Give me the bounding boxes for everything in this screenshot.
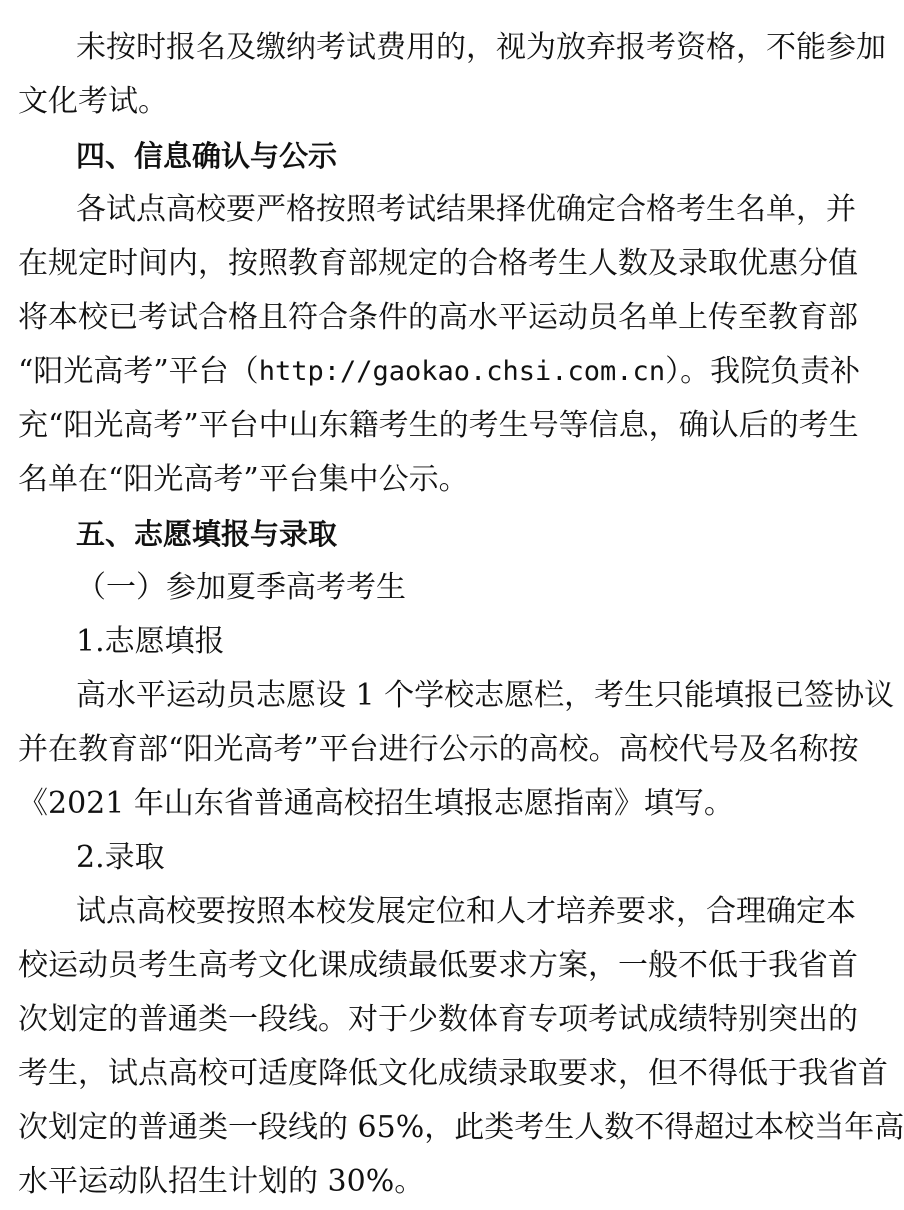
section-heading-4: 四、信息确认与公示 (76, 139, 338, 173)
paragraph-line: 并在教育部“阳光高考”平台进行公示的高校。高校代号及名称按 (18, 732, 859, 767)
platform-url: http://gaokao.chsi.com.cn (258, 356, 666, 387)
paragraph-text: ）。我院负责补 (665, 354, 861, 389)
section-heading-5: 五、志愿填报与录取 (76, 517, 338, 551)
paragraph-line: 充“阳光高考”平台中山东籍考生的考生号等信息，确认后的考生 (18, 408, 859, 443)
paragraph-line: 试点高校要按照本校发展定位和人才培养要求，合理确定本 (76, 894, 856, 929)
item-heading: 2.录取 (76, 840, 165, 875)
paragraph-line: 《2021 年山东省普通高校招生填报志愿指南》填写。 (18, 786, 734, 821)
item-heading: 1.志愿填报 (76, 624, 225, 659)
subsection-heading: （一）参加夏季高考考生 (76, 570, 406, 605)
paragraph-line: 各试点高校要严格按照考试结果择优确定合格考生名单，并 (76, 192, 856, 227)
paragraph-line: 在规定时间内，按照教育部规定的合格考生人数及录取优惠分值 (18, 246, 858, 281)
paragraph-line: 未按时报名及缴纳考试费用的，视为放弃报考资格，不能参加 (76, 30, 886, 65)
paragraph-line: 文化考试。 (18, 84, 168, 119)
paragraph-line: 将本校已考试合格且符合条件的高水平运动员名单上传至教育部 (18, 300, 858, 335)
paragraph-line: 高水平运动员志愿设 1 个学校志愿栏，考生只能填报已签协议 (76, 678, 895, 713)
paragraph-line: 校运动员考生高考文化课成绩最低要求方案，一般不低于我省首 (18, 948, 858, 983)
paragraph-line: 考生，试点高校可适度降低文化成绩录取要求，但不得低于我省首 (18, 1056, 888, 1091)
paragraph-line: 名单在“阳光高考”平台集中公示。 (18, 462, 469, 497)
paragraph-line: 次划定的普通类一段线。对于少数体育专项考试成绩特别突出的 (18, 1002, 858, 1037)
paragraph-line-with-url (18, 344, 861, 400)
paragraph-line: 水平运动队招生计划的 30%。 (18, 1164, 425, 1199)
paragraph-text: “阳光高考”平台（ (18, 354, 259, 389)
paragraph-line: 次划定的普通类一段线的 65%，此类考生人数不得超过本校当年高 (18, 1110, 904, 1145)
